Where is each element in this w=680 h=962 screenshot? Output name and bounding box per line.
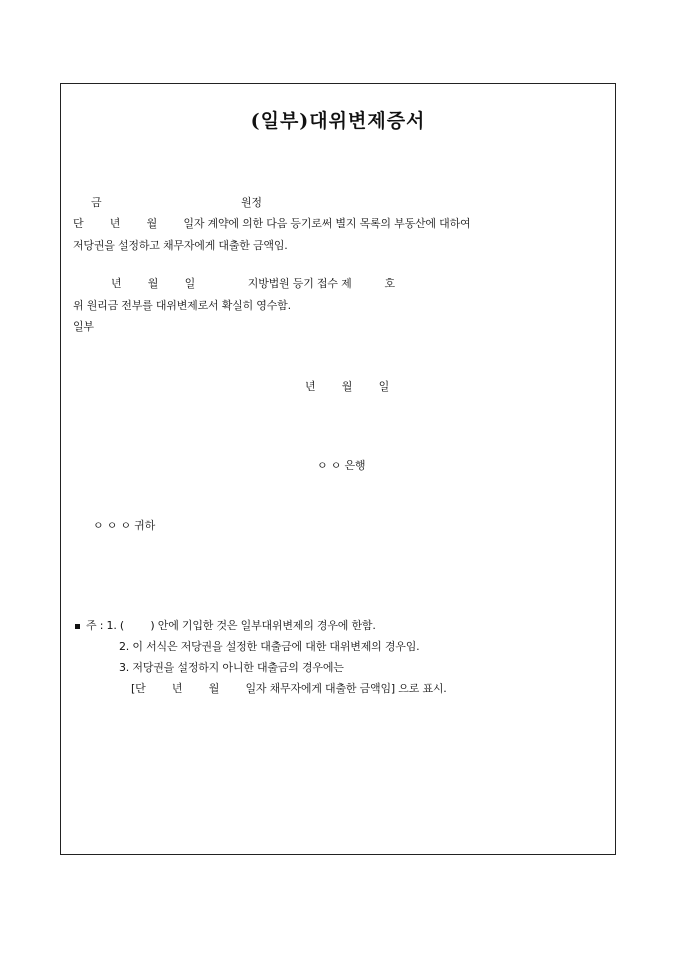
bank-name: ㅇ ㅇ 은행 [317,459,366,472]
document-frame [60,83,616,855]
document-title: (일부)대위변제증서 [250,110,426,132]
note-1 [75,619,376,633]
amount-label: 금 [91,196,102,209]
receipt-line: 위 원리금 전부를 대위변제로서 확실히 영수함. [73,299,291,312]
note-2: 2. 이 서식은 저당권을 설정한 대출금에 대한 대위변제의 경우임. [119,640,420,653]
date-line: 년 월 일 [305,380,390,393]
body-line-1: 단 년 월 일자 계약에 의한 다음 등기로써 별지 목록의 부동산에 대하여 [73,217,471,230]
recipient-line: ㅇ ㅇ ㅇ 귀하 [93,519,156,532]
note-3: 3. 저당권을 설정하지 아니한 대출금의 경우에는 [119,661,344,674]
amount-unit: 원정 [241,196,262,209]
registry-line: 년 월 일 지방법원 등기 접수 제 호 [111,277,395,290]
body-line-2: 저당권을 설정하고 채무자에게 대출한 금액임. [73,239,288,252]
partial-label: 일부 [73,320,94,333]
note-4: [단 년 월 일자 채무자에게 대출한 금액임] 으로 표시. [131,682,447,695]
bullet-icon [75,624,80,629]
note-1-text: 주 : 1. ( ) 안에 기입한 것은 일부대위변제의 경우에 한함. [86,619,376,632]
